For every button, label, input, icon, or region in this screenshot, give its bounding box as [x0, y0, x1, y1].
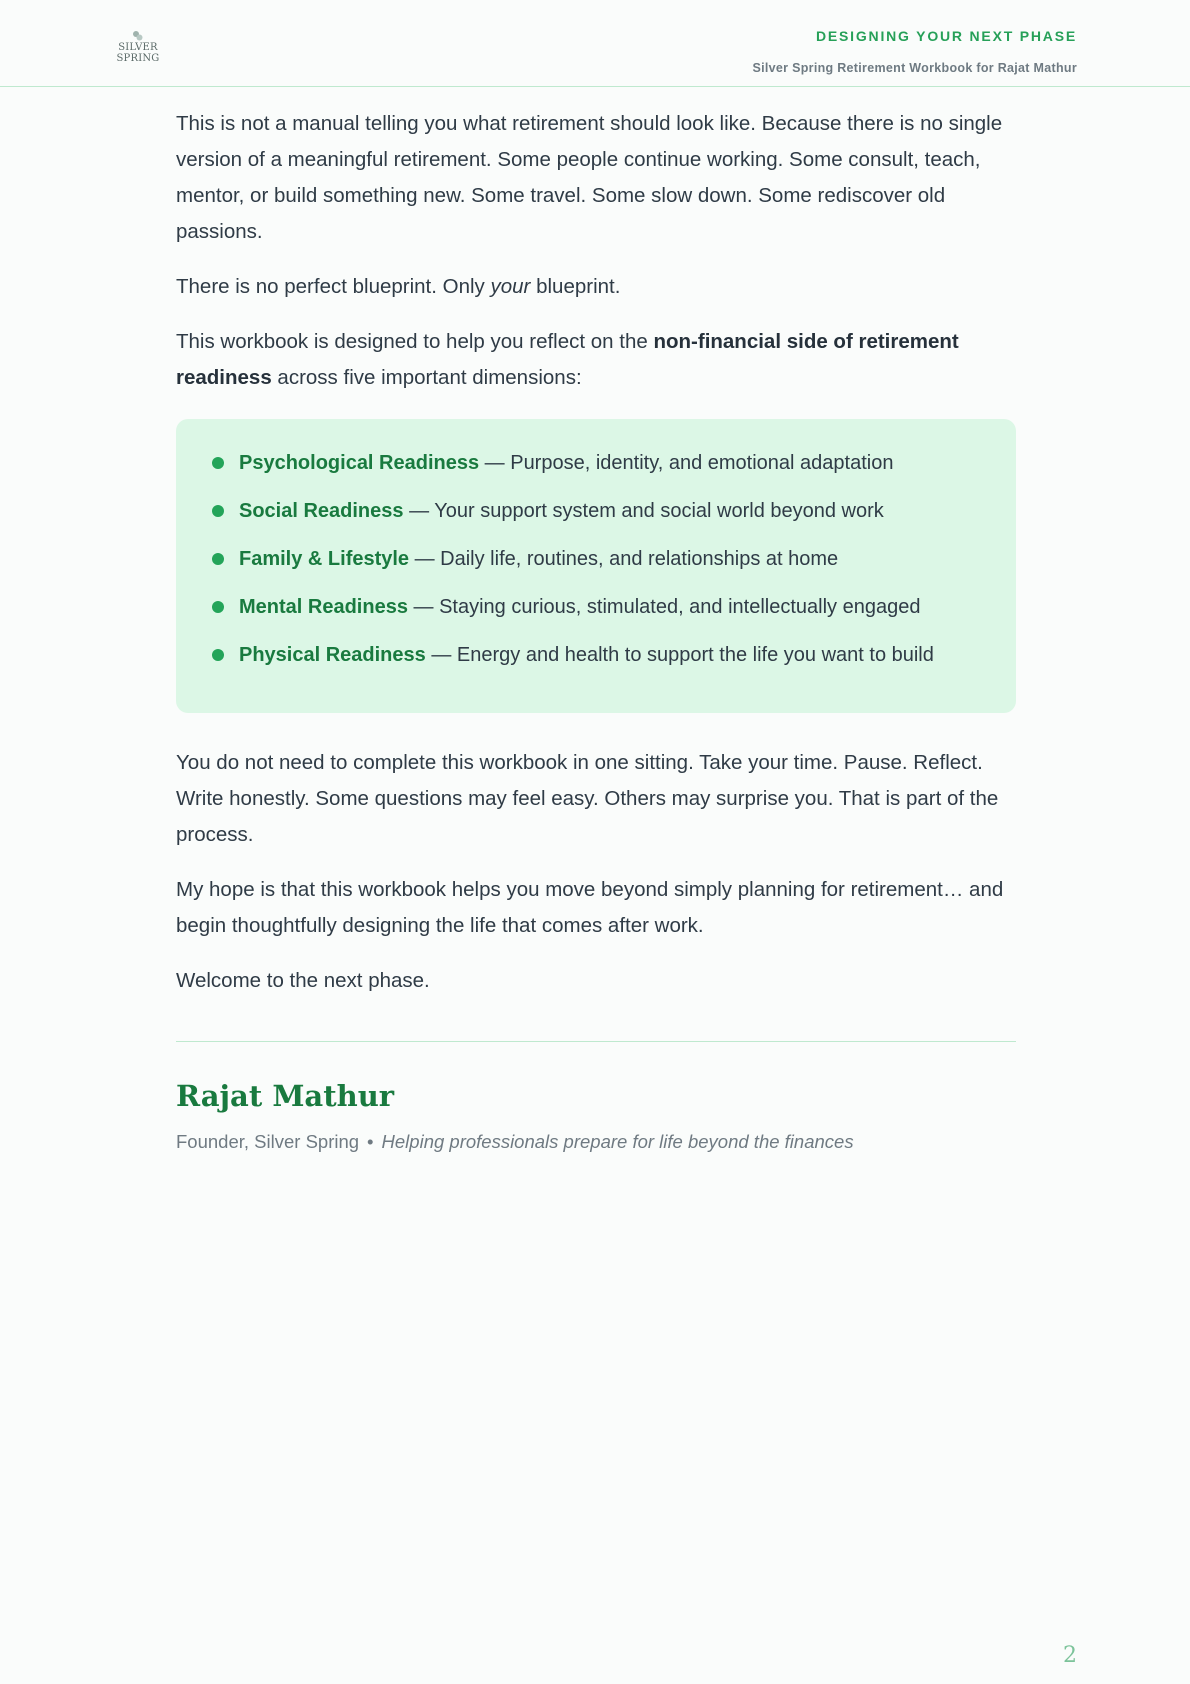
separator-dot: •	[367, 1131, 374, 1152]
dimension-name: Social Readiness	[239, 500, 404, 522]
signature-divider	[176, 1041, 1016, 1042]
outro-paragraph-1: You do not need to complete this workbook in one sitting. Take your time. Pause. Reflect. Write honestly. Some questions may feel easy. Others may surprise you. That is part of the process.	[176, 751, 999, 846]
header-subtitle: Silver Spring Retirement Workbook for Rajat Mathur	[752, 61, 1077, 75]
text-run: This workbook is designed to help you reflect on the	[176, 330, 654, 353]
bullet-dot-icon	[212, 601, 224, 613]
dimension-item-mental	[212, 583, 984, 631]
signature-name: Rajat Mathur	[176, 1079, 395, 1113]
signature-tagline: Helping professionals prepare for life beyond the finances	[381, 1131, 854, 1152]
dimensions-panel	[176, 419, 1016, 713]
page-number: 2	[1063, 1643, 1077, 1668]
text-run: blueprint.	[530, 275, 621, 298]
emphasis-your: your	[490, 275, 531, 298]
emphasis-non-financial: non-financial side of retirement readiness	[176, 330, 959, 389]
outro-paragraph-3: Welcome to the next phase.	[176, 969, 430, 992]
bullet-dot-icon	[212, 505, 224, 517]
leaf-icon	[132, 30, 144, 42]
dimension-item-psychological	[212, 439, 984, 487]
dimension-description: — Energy and health to support the life you want to build	[425, 644, 934, 666]
dimension-description: — Daily life, routines, and relationships at home	[409, 548, 839, 570]
intro-paragraph-1: This is not a manual telling you what retirement should look like. Because there is no single version of a meaningful retirement. Some people continue working. Some consult, teach, mentor, or build something new. Some travel. Some slow down. Some rediscover old passions.	[176, 112, 1003, 243]
logo-text-line1: SILVER	[118, 42, 158, 53]
header-kicker: DESIGNING YOUR NEXT PHASE	[815, 28, 1077, 44]
bullet-dot-icon	[212, 649, 224, 661]
dimension-name: Psychological Readiness	[239, 452, 480, 474]
intro-paragraph-3	[176, 324, 1016, 396]
outro-paragraph-2: My hope is that this workbook helps you move beyond simply planning for retirement… and begin thoughtfully designing the life that comes after work.	[176, 878, 1004, 937]
dimension-description: — Your support system and social world beyond work	[403, 500, 884, 522]
bullet-dot-icon	[212, 457, 224, 469]
logo-text-line2: SPRING	[116, 53, 160, 64]
dimension-item-social	[212, 487, 984, 535]
dimension-name: Family & Lifestyle	[239, 548, 410, 570]
text-run: across five important dimensions:	[271, 366, 582, 389]
dimension-description: — Staying curious, stimulated, and intellectually engaged	[407, 596, 921, 618]
intro-paragraph-2	[176, 269, 1016, 305]
page-content	[176, 106, 1016, 1156]
dimension-name: Physical Readiness	[239, 644, 426, 666]
signature-role: Founder, Silver Spring	[176, 1131, 360, 1152]
dimension-item-physical	[212, 631, 984, 679]
dimension-name: Mental Readiness	[239, 596, 408, 618]
signature-line	[176, 1128, 1016, 1156]
dimension-description: — Purpose, identity, and emotional adaptation	[479, 452, 894, 474]
page-header	[0, 0, 1190, 87]
bullet-dot-icon	[212, 553, 224, 565]
silver-spring-logo	[116, 30, 160, 70]
dimension-item-family-lifestyle	[212, 535, 984, 583]
text-run: There is no perfect blueprint. Only	[176, 275, 491, 298]
